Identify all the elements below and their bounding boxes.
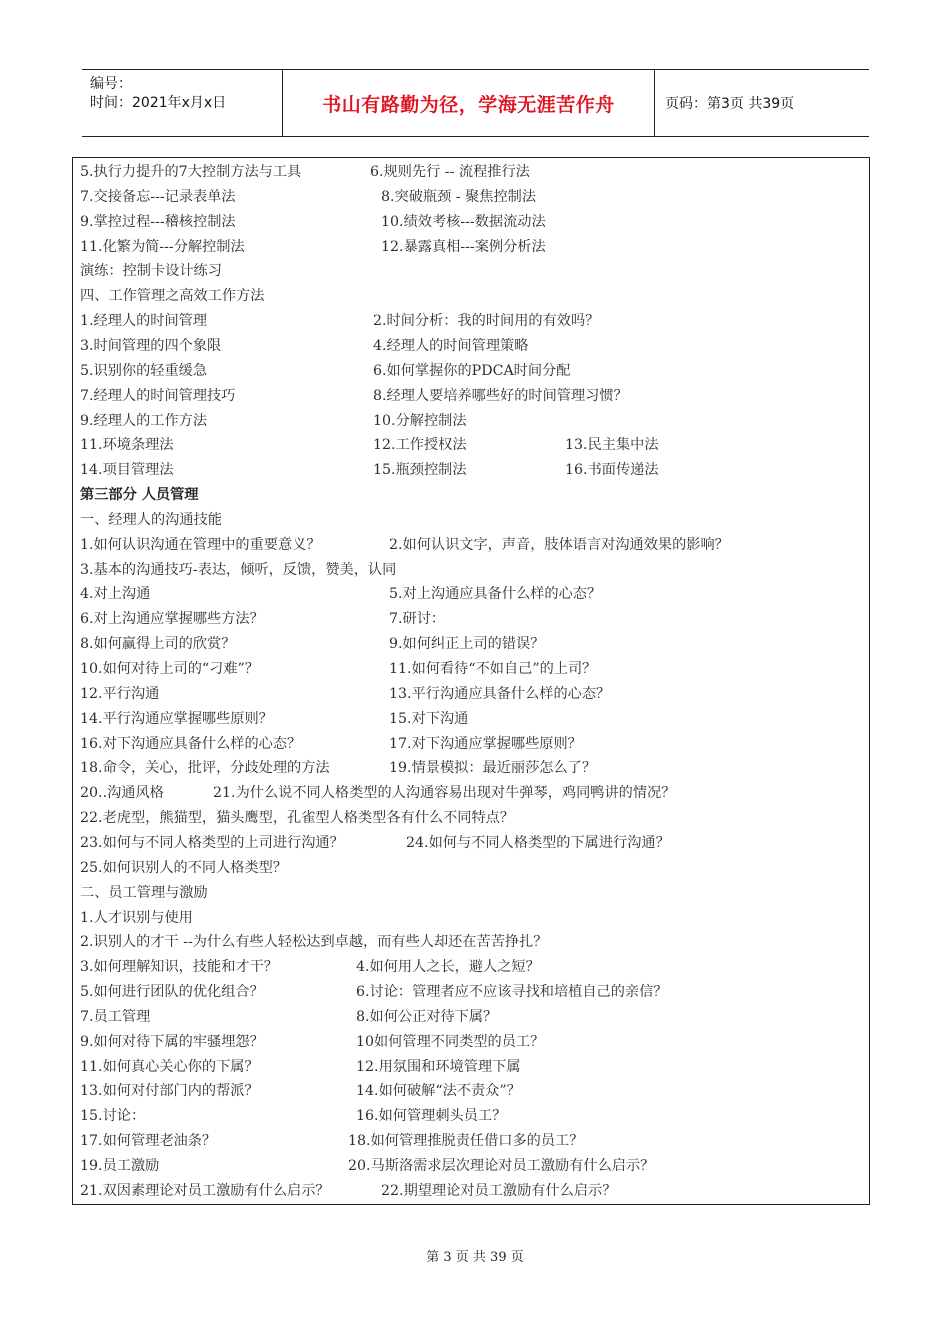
line-item: 20..沟通风格 [80, 785, 164, 802]
motto-text: 书山有路勤为径，学海无涯苦作舟 [322, 93, 615, 116]
line-item: 16.对下沟通应具备什么样的心态？ [80, 735, 302, 752]
line-item: 10如何管理不同类型的员工？ [356, 1033, 545, 1050]
line-item: 22.老虎型，熊猫型，猫头鹰型，孔雀型人格类型各有什么不同特点？ [80, 810, 515, 827]
line-item: 17.对下沟通应掌握哪些原则？ [389, 735, 582, 752]
line-item: 7.研讨： [389, 611, 446, 628]
content-line [80, 284, 860, 309]
content-line [80, 632, 860, 657]
line-item: 13.如何对付部门内的帮派？ [80, 1083, 259, 1100]
content-line [80, 607, 860, 632]
line-item: 6.对上沟通应掌握哪些方法？ [80, 611, 264, 628]
line-item: 4.对上沟通 [80, 586, 151, 603]
line-item: 8.突破瓶颈 - 聚焦控制法 [381, 188, 537, 205]
content-line [80, 160, 860, 185]
line-item: 10.如何对待上司的“刁难”？ [80, 661, 259, 677]
page-footer: 第 3 页 共 39 页 [426, 1250, 524, 1265]
line-item: 15.瓶颈控制法 [373, 462, 467, 479]
content-line [80, 906, 860, 931]
content-line [80, 781, 860, 806]
header-motto-cell [282, 70, 655, 136]
line-item: 22.期望理论对员工激励有什么启示？ [381, 1182, 617, 1199]
line-item: 6.如何掌握你的PDCA时间分配 [373, 362, 571, 379]
content-line [80, 682, 860, 707]
line-item: 10.分解控制法 [373, 412, 467, 429]
line-item: 23.如何与不同人格类型的上司进行沟通？ [80, 834, 344, 851]
line-item: 18.如何管理推脱责任借口多的员工？ [348, 1133, 584, 1150]
content-line [80, 210, 860, 235]
line-item: 3.如何理解知识，技能和才干？ [80, 959, 278, 976]
line-item: 10.绩效考核---数据流动法 [381, 213, 546, 230]
line-item: 16.书面传递法 [565, 462, 659, 479]
line-item: 四、工作管理之高效工作方法 [80, 288, 265, 305]
content-line [80, 955, 860, 980]
content-line [80, 384, 860, 409]
line-item: 2.识别人的才干 --为什么有些人轻松达到卓越，而有些人却还在苦苦挣扎？ [80, 934, 548, 951]
line-item: 5.对上沟通应具备什么样的心态？ [389, 586, 602, 603]
line-item: 21.双因素理论对员工激励有什么启示？ [80, 1182, 330, 1199]
line-item: 6.规则先行 -- 流程推行法 [370, 164, 530, 180]
content-line [80, 259, 860, 284]
line-item: 11.环境条理法 [80, 437, 174, 454]
line-item: 19.情景模拟：最近丽莎怎么了？ [389, 760, 597, 777]
line-item: 13.平行沟通应具备什么样的心态？ [389, 685, 611, 702]
content-line [80, 1055, 860, 1080]
content-line [80, 558, 860, 583]
line-item: 2.时间分析：我的时间用的有效吗？ [373, 313, 600, 330]
content-line [80, 533, 860, 558]
line-item: 8.如何赢得上司的欣赏？ [80, 636, 236, 653]
content-line [80, 930, 860, 955]
content-line [80, 1079, 860, 1104]
line-item: 12.平行沟通 [80, 685, 160, 702]
header-page-info: 页码：第3页 共39页 [665, 96, 795, 112]
line-item: 8.如何公正对待下属？ [356, 1008, 498, 1025]
line-item: 8.经理人要培养哪些好的时间管理习惯？ [373, 387, 628, 404]
content-line [80, 1179, 860, 1204]
line-item: 15.对下沟通 [389, 710, 469, 727]
line-item: 14.平行沟通应掌握哪些原则？ [80, 710, 273, 727]
line-item: 5.执行力提升的7大控制方法与工具 [80, 164, 302, 180]
line-item: 7.经理人的时间管理技巧 [80, 387, 236, 404]
content-line [80, 1030, 860, 1055]
line-item: 16.如何管理刺头员工？ [356, 1108, 507, 1125]
line-item: 14.项目管理法 [80, 462, 174, 479]
number-label: 编号： [90, 76, 132, 92]
line-item: 14.如何破解“法不责众”？ [356, 1083, 521, 1100]
line-item: 12.暴露真相---案例分析法 [381, 238, 546, 255]
line-item: 11.如何真心关心你的下属？ [80, 1058, 259, 1075]
header-meta [82, 70, 282, 136]
line-item: 13.民主集中法 [565, 437, 659, 454]
line-item: 二、员工管理与激励 [80, 884, 208, 901]
line-item: 11.如何看待“不如自己”的上司？ [389, 661, 597, 677]
content-line [80, 707, 860, 732]
line-item: 9.如何纠正上司的错误？ [389, 636, 545, 653]
line-item: 3.基本的沟通技巧-表达，倾听，反馈，赞美，认同 [80, 561, 397, 578]
content-line [80, 1154, 860, 1179]
line-item: 19.员工激励 [80, 1158, 160, 1174]
date-label: 时间：2021年x月x日 [90, 95, 227, 111]
content-line [80, 309, 860, 334]
content-line [80, 1104, 860, 1129]
line-item: 9.掌控过程---稽核控制法 [80, 213, 236, 230]
line-item: 第三部分 人员管理 [80, 487, 199, 504]
line-item: 一、经理人的沟通技能 [80, 511, 222, 528]
line-item: 24.如何与不同人格类型的下属进行沟通？ [406, 834, 670, 851]
content-line [80, 483, 860, 508]
content-line [80, 881, 860, 906]
line-item: 21.为什么说不同人格类型的人沟通容易出现对牛弹琴，鸡同鸭讲的情况？ [213, 785, 676, 802]
content-line [80, 756, 860, 781]
line-item: 5.识别你的轻重缓急 [80, 362, 208, 379]
line-item: 6.讨论：管理者应不应该寻找和培植自己的亲信？ [356, 984, 668, 1001]
content-line [80, 1005, 860, 1030]
content-line [80, 582, 860, 607]
line-item: 1.经理人的时间管理 [80, 313, 208, 330]
content-line [80, 657, 860, 682]
content-line [80, 856, 860, 881]
content-line [80, 433, 860, 458]
line-item: 演练：控制卡设计练习 [80, 263, 222, 280]
content-line [80, 980, 860, 1005]
content-line [80, 508, 860, 533]
line-item: 12.工作授权法 [373, 437, 467, 454]
line-item: 4.如何用人之长，避人之短？ [356, 959, 540, 976]
line-item: 17.如何管理老油条？ [80, 1133, 217, 1150]
content-line [80, 732, 860, 757]
line-item: 11.化繁为简---分解控制法 [80, 238, 245, 255]
content-line [80, 235, 860, 260]
line-item: 18.命令，关心，批评，分歧处理的方法 [80, 760, 330, 777]
line-item: 20.马斯洛需求层次理论对员工激励有什么启示？ [348, 1158, 655, 1174]
line-item: 7.交接备忘---记录表单法 [80, 188, 236, 205]
line-item: 2.如何认识文字，声音，肢体语言对沟通效果的影响？ [389, 536, 729, 553]
line-item: 9.经理人的工作方法 [80, 412, 208, 429]
line-item: 7.员工管理 [80, 1008, 151, 1025]
line-item: 3.时间管理的四个象限 [80, 337, 222, 354]
content-line [80, 409, 860, 434]
line-item: 9.如何对待下属的牢骚埋怨？ [80, 1033, 264, 1050]
content-line [80, 359, 860, 384]
content-line [80, 1129, 860, 1154]
content-line [80, 185, 860, 210]
line-item: 12.用氛围和环境管理下属 [356, 1058, 521, 1075]
line-item: 25.如何识别人的不同人格类型？ [80, 859, 288, 876]
line-item: 1.如何认识沟通在管理中的重要意义？ [80, 536, 321, 553]
line-item: 15.讨论： [80, 1108, 146, 1125]
content-line [80, 831, 860, 856]
line-item: 1.人才识别与使用 [80, 909, 193, 926]
line-item: 4.经理人的时间管理策略 [373, 337, 529, 354]
line-item: 5.如何进行团队的优化组合？ [80, 984, 264, 1001]
content-line [80, 806, 860, 831]
page-header [82, 69, 869, 137]
content-line [80, 334, 860, 359]
content-line [80, 458, 860, 483]
